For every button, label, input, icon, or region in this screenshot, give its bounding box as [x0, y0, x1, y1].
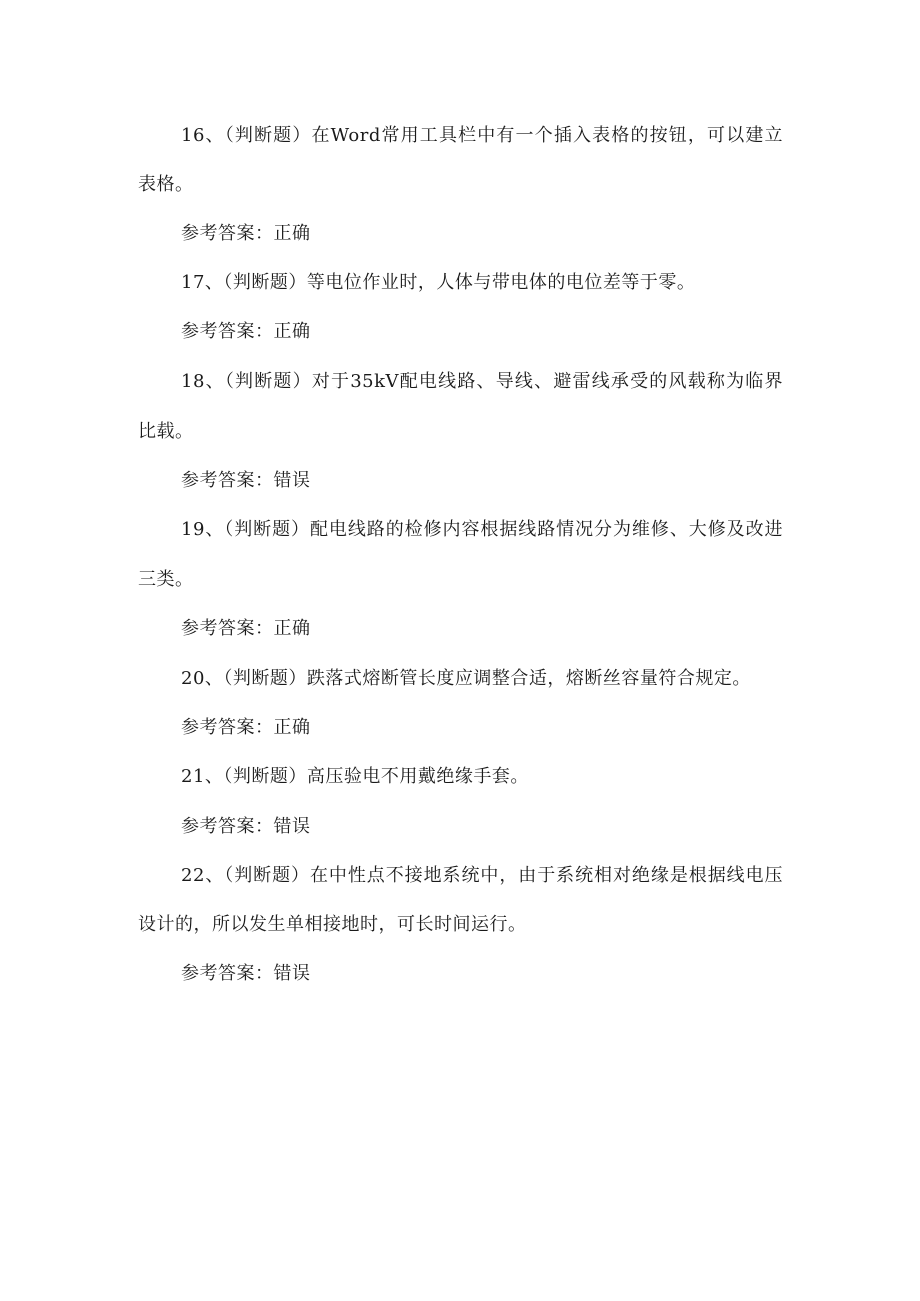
answer-label: 参考答案：: [181, 618, 274, 639]
question-19-line2: 三类。: [138, 569, 194, 590]
answer-value: 正确: [273, 717, 311, 738]
question-18-line1: [181, 370, 783, 394]
answer-18: [181, 469, 311, 493]
question-number: 20、: [181, 668, 224, 689]
question-22-line2: 设计的，所以发生单相接地时，可长时间运行。: [138, 914, 527, 935]
answer-16: [181, 222, 311, 246]
question-17-line1: [181, 271, 783, 295]
answer-label: 参考答案：: [181, 321, 274, 342]
question-22-line1: [181, 864, 783, 888]
question-number: 22、: [181, 865, 225, 886]
question-18-line2: 比载。: [138, 421, 194, 442]
question-text: 在Word常用工具栏中有一个插入表格的按钮，可以建立: [311, 125, 784, 146]
question-21-line1: [181, 765, 783, 789]
answer-label: 参考答案：: [181, 223, 274, 244]
answer-label: 参考答案：: [181, 717, 274, 738]
question-16-line1: [181, 124, 783, 148]
answer-17: [181, 320, 311, 344]
question-type: （判断题）: [223, 272, 307, 293]
question-text: 在中性点不接地系统中，由于系统相对绝缘是根据线电压: [309, 865, 784, 886]
question-type: （判断题）: [224, 519, 310, 540]
question-text: 配电线路的检修内容根据线路情况分为维修、大修及改进: [309, 519, 784, 540]
question-type: （判断题）: [223, 766, 307, 787]
answer-value: 正确: [273, 618, 311, 639]
answer-21: [181, 815, 311, 839]
answer-value: 错误: [273, 816, 311, 837]
question-type: （判断题）: [224, 125, 312, 146]
question-text: 等电位作业时，人体与带电体的电位差等于零。: [306, 272, 696, 293]
answer-20: [181, 716, 311, 740]
question-text: 对于35kV配电线路、导线、避雷线承受的风载称为临界: [311, 371, 784, 392]
answer-value: 错误: [273, 963, 311, 984]
question-19-line1: [181, 518, 783, 542]
question-type: （判断题）: [223, 668, 307, 689]
answer-22: [181, 962, 311, 986]
question-type: （判断题）: [224, 865, 310, 886]
answer-value: 正确: [273, 223, 311, 244]
question-number: 17、: [181, 272, 224, 293]
question-text: 跌落式熔断管长度应调整合适，熔断丝容量符合规定。: [306, 668, 751, 689]
answer-label: 参考答案：: [181, 963, 274, 984]
question-number: 21、: [181, 766, 224, 787]
answer-label: 参考答案：: [181, 816, 274, 837]
answer-label: 参考答案：: [181, 470, 274, 491]
question-type: （判断题）: [224, 371, 312, 392]
answer-value: 错误: [273, 470, 311, 491]
answer-value: 正确: [273, 321, 311, 342]
question-number: 18、: [181, 371, 225, 392]
question-text: 高压验电不用戴绝缘手套。: [306, 766, 529, 787]
question-number: 16、: [181, 125, 225, 146]
question-20-line1: [181, 667, 783, 691]
question-number: 19、: [181, 519, 225, 540]
answer-19: [181, 617, 311, 641]
question-16-line2: 表格。: [138, 174, 194, 195]
